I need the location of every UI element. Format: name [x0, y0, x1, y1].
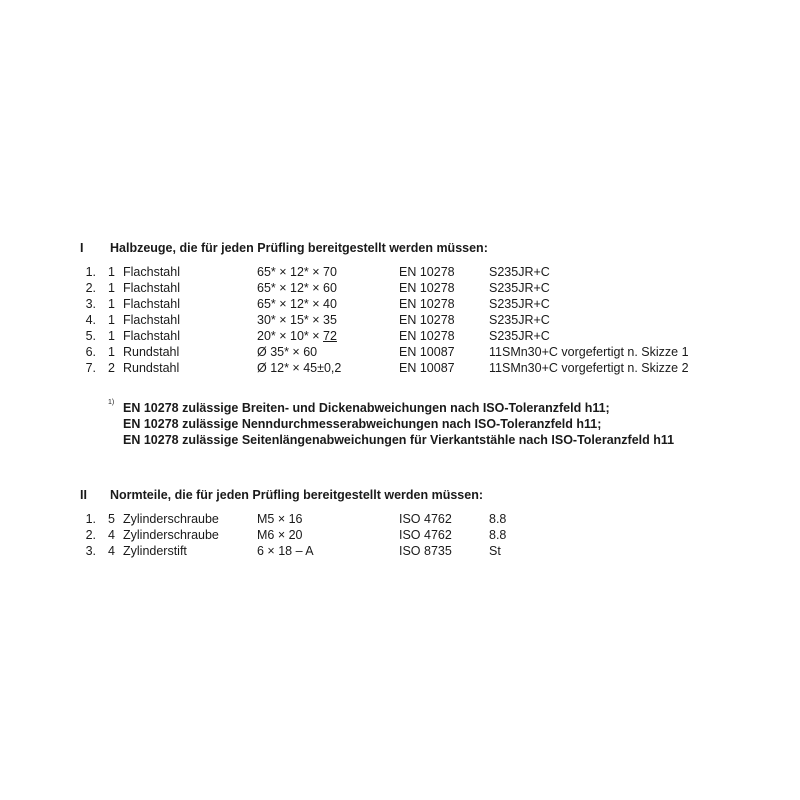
row-standard: EN 10278 [399, 313, 455, 327]
row-quantity: 5 [108, 512, 115, 526]
row-standard: ISO 8735 [399, 544, 452, 558]
row-material: 11SMn30+C vorgefertigt n. Skizze 2 [489, 361, 689, 375]
row-quantity: 1 [108, 345, 115, 359]
section-1-heading: Halbzeuge, die für jeden Prüfling bereitgestellt werden müssen: [110, 241, 488, 255]
row-name: Flachstahl [123, 265, 180, 279]
row-material: 11SMn30+C vorgefertigt n. Skizze 1 [489, 345, 689, 359]
row-name: Rundstahl [123, 345, 180, 359]
row-standard: EN 10278 [399, 281, 455, 295]
row-standard: EN 10087 [399, 345, 455, 359]
row-name: Zylinderschraube [123, 512, 219, 526]
row-quantity: 1 [108, 297, 115, 311]
section-2-heading: Normteile, die für jeden Prüfling bereitgestellt werden müssen: [110, 488, 483, 502]
row-quantity: 1 [108, 329, 115, 343]
row-quantity: 1 [108, 265, 115, 279]
row-number: 3. [85, 544, 96, 558]
row-quantity: 1 [108, 313, 115, 327]
row-name: Zylinderschraube [123, 528, 219, 542]
row-material: 8.8 [489, 512, 507, 526]
row-dimension: Ø 35* × 60 [257, 345, 318, 359]
row-material: 8.8 [489, 528, 507, 542]
row-material: S235JR+C [489, 297, 550, 311]
row-name: Flachstahl [123, 297, 180, 311]
dimension-underlined-length: 72 [323, 329, 337, 343]
row-dimension: 6 × 18 – A [257, 544, 314, 558]
row-quantity: 1 [108, 281, 115, 295]
section-2-numeral: II [80, 488, 87, 502]
row-dimension [257, 328, 337, 344]
row-name: Flachstahl [123, 281, 180, 295]
row-dimension: 65* × 12* × 70 [257, 265, 337, 279]
row-number: 7. [85, 361, 96, 375]
dimension-prefix: 20* × 10* × [257, 329, 324, 343]
row-number: 1. [85, 265, 96, 279]
row-dimension: Ø 12* × 45±0,2 [257, 361, 342, 375]
row-number: 2. [85, 281, 96, 295]
footnote-marker: 1) [108, 399, 115, 406]
row-number: 2. [85, 528, 96, 542]
row-material: S235JR+C [489, 265, 550, 279]
row-standard: ISO 4762 [399, 528, 452, 542]
row-dimension: 65* × 12* × 60 [257, 281, 337, 295]
row-material: St [489, 544, 501, 558]
row-number: 4. [85, 313, 96, 327]
row-dimension: M5 × 16 [257, 512, 303, 526]
row-quantity: 2 [108, 361, 115, 375]
row-quantity: 4 [108, 544, 115, 558]
row-name: Rundstahl [123, 361, 180, 375]
row-standard: ISO 4762 [399, 512, 452, 526]
row-material: S235JR+C [489, 281, 550, 295]
row-name: Zylinderstift [123, 544, 187, 558]
row-number: 6. [85, 345, 96, 359]
row-material: S235JR+C [489, 329, 550, 343]
section-1-numeral: I [80, 241, 84, 255]
row-standard: EN 10278 [399, 297, 455, 311]
row-name: Flachstahl [123, 313, 180, 327]
row-dimension: M6 × 20 [257, 528, 303, 542]
row-number: 3. [85, 297, 96, 311]
footnote-line: EN 10278 zulässige Seitenlängenabweichungen für Vierkantstähle nach ISO-Toleranzfeld h11 [123, 433, 675, 447]
row-number: 1. [85, 512, 96, 526]
row-number: 5. [85, 329, 96, 343]
footnote-line: EN 10278 zulässige Nenndurchmesserabweichungen nach ISO-Toleranzfeld h11; [123, 417, 602, 431]
row-quantity: 4 [108, 528, 115, 542]
row-dimension: 30* × 15* × 35 [257, 313, 337, 327]
row-dimension: 65* × 12* × 40 [257, 297, 337, 311]
row-material: S235JR+C [489, 313, 550, 327]
row-standard: EN 10087 [399, 361, 455, 375]
row-standard: EN 10278 [399, 265, 455, 279]
row-name: Flachstahl [123, 329, 180, 343]
row-standard: EN 10278 [399, 329, 455, 343]
footnote-line: EN 10278 zulässige Breiten- und Dickenabweichungen nach ISO-Toleranzfeld h11; [123, 401, 610, 415]
